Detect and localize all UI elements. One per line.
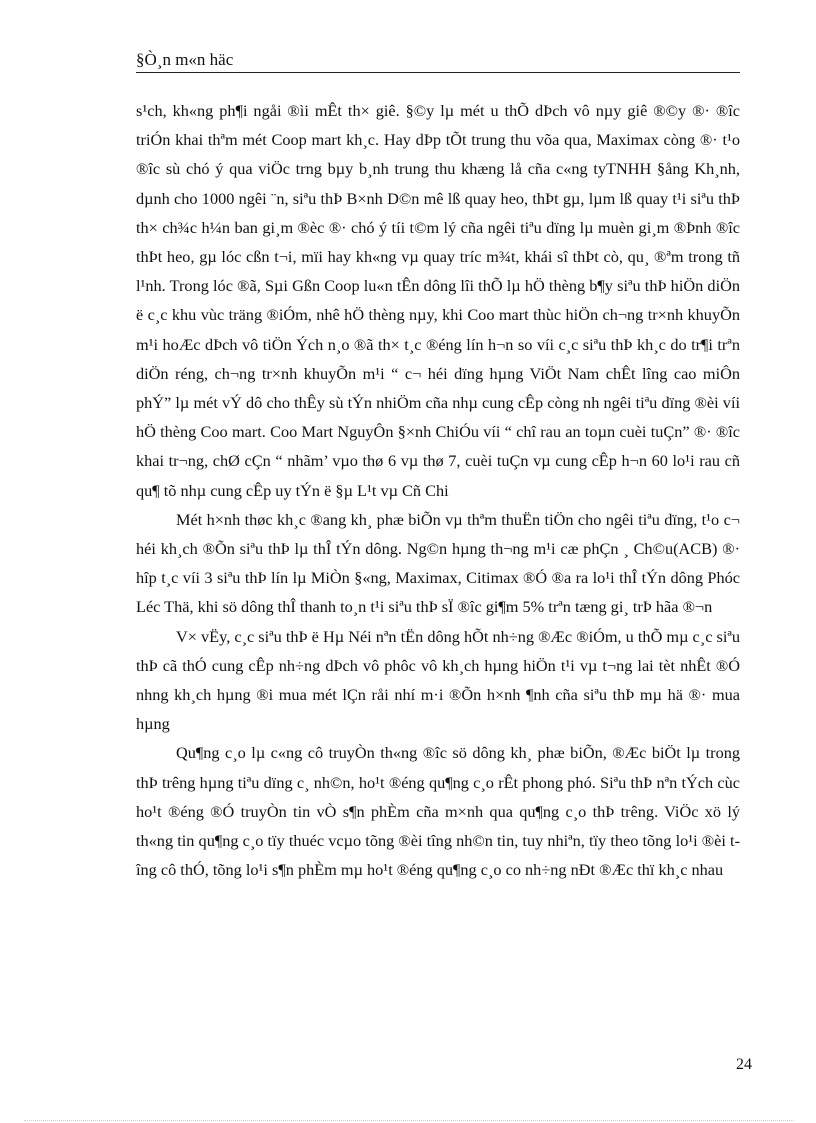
- header-divider: [136, 72, 740, 73]
- paragraph-2: Mét h×nh thøc kh¸c ®ang kh¸ phæ biÕn vµ thªm thuËn tiÖn cho ngêi tiªu dïng, t¹o c¬ héi kh¸ch ®Õn siªu thÞ lµ thÎ tÝn dông. Ng©n hµng th¬ng m¹i cæ phÇn ¸ Ch©u(ACB) ®· hîp t¸c víi 3 siªu thÞ lín lµ MiÒn §«ng, Maximax, Citimax ®Ó ®a ra lo¹i thÎ tÝn dông Phóc Léc Thä, khi sö dông thÎ thanh to¸n t¹i siªu thÞ sÏ ®îc gi¶m 5% trªn tæng gi¸ trÞ hãa ®¬n: [136, 509, 740, 617]
- paragraph-3: V× vËy, c¸c siªu thÞ ë Hµ Néi nªn tËn dông hÕt nh÷ng ®Æc ®iÓm, u thÕ mµ c¸c siªu thÞ cã thÓ cung cÊp nh÷ng dÞch vô phôc vô kh¸ch hµng hiÖn t¹i vµ t¬ng lai tèt nhÊt ®Ó nhng kh¸ch hµng ®i mua mét lÇn råi nhí m·i ®Õn h×nh ¶nh cña siªu thÞ mµ hä ®· mua hµng: [136, 626, 740, 734]
- page-number: 24: [736, 1056, 752, 1073]
- body-text: [136, 96, 740, 884]
- paragraph-4: Qu¶ng c¸o lµ c«ng cô truyÒn th«ng ®îc sö dông kh¸ phæ biÕn, ®Æc biÖt lµ trong thÞ trêng hµng tiªu dïng c¸ nh©n, ho¹t ®éng qu¶ng c¸o rÊt phong phó. Siªu thÞ nªn tÝch cùc ho¹t ®éng ®Ó truyÒn tin vÒ s¶n phÈm cña m×nh qua qu¶ng c¸o thÞ trêng. ViÖc xö lý th«ng tin qu¶ng c¸o tïy thuéc vcµo tõng ®èi tîng nh©n tin, tuy nhiªn, tïy theo tõng lo¹i ®èi tîng cô thÓ, tõng lo¹i s¶n phÈm mµ ho¹t ®éng qu¶ng c¸o co nh÷ng nÐt ®Æc thï kh¸c nhau: [136, 743, 740, 880]
- paragraph-1: s¹ch, kh«ng ph¶i ngåi ®ìi mÊt th× giê. §©y lµ mét u thÕ dÞch vô nµy giê ®©y ®· ®îc triÓn khai thªm mét Coop mart kh¸c. Hay dÞp tÕt trung thu võa qua, Maximax còng ®· t¹o ®îc sù chó ý qua viÖc trng bµy b¸nh trung thu khæng lå cña c«ng tyTNHH §ång Kh¸nh, dµnh cho 1000 ngêi ¨n, siªu thÞ B×nh D©n mê lß quay heo, thÞt gµ, lµm lß quay t¹i siªu thÞ th× ch¾c h¼n ban gi¸m ®èc ®· chó ý tíi t©m lý cña ngêi tiªu dïng lµ muèn gi¸m ®Þnh ®îc thÞt heo, gµ lóc cßn t¬i, mïi hay kh«ng vµ quay tríc m¾t, khái sî thÞt cò, qu¸ ®ªm trong tñ l¹nh. Trong lóc ®ã, Sµi Gßn Coop lu«n tÊn dông lîi thÕ lµ hÖ thèng b¶y siªu thÞ hiÖn diÖn ë c¸c khu vùc träng ®iÓm, nhê hÖ thèng nµy, khi Coo mart thùc hiÖn ch¬ng tr×nh khuyÕn m¹i hoÆc dÞch vô tiÖn Ých n¸o ®ã th× t¸c ®éng lín h¬n so víi c¸c siªu thÞ kh¸c do tr¶i trªn diÖn réng, ch¬ng tr×nh khuyÕn m¹i “ c¬ héi dïng hµng ViÖt Nam chÊt lîng cao miÔn phÝ” lµ mét vÝ dô cho thÊy sù tÝn nhiÖm cña nhµ cung cÊp còng nh ngêi tiªu dïng ®èi víi hÖ thèng Coo mart. Coo Mart NguyÔn §×nh ChiÓu víi “ chî rau an toµn cuèi tuÇn” ®· ®îc khai tr¬ng, chØ cÇn “ nhãm’ vµo thø 6 vµ thø 7, cuèi tuÇn vµ cung cÊp h¬n 60 lo¹i rau cñ qu¶ tõ nhµ cung cÊp uy tÝn ë §µ L¹t vµ Cñ Chi: [136, 101, 740, 500]
- footer-divider: [24, 1120, 794, 1121]
- running-header: §Ò¸n m«n häc: [136, 50, 234, 69]
